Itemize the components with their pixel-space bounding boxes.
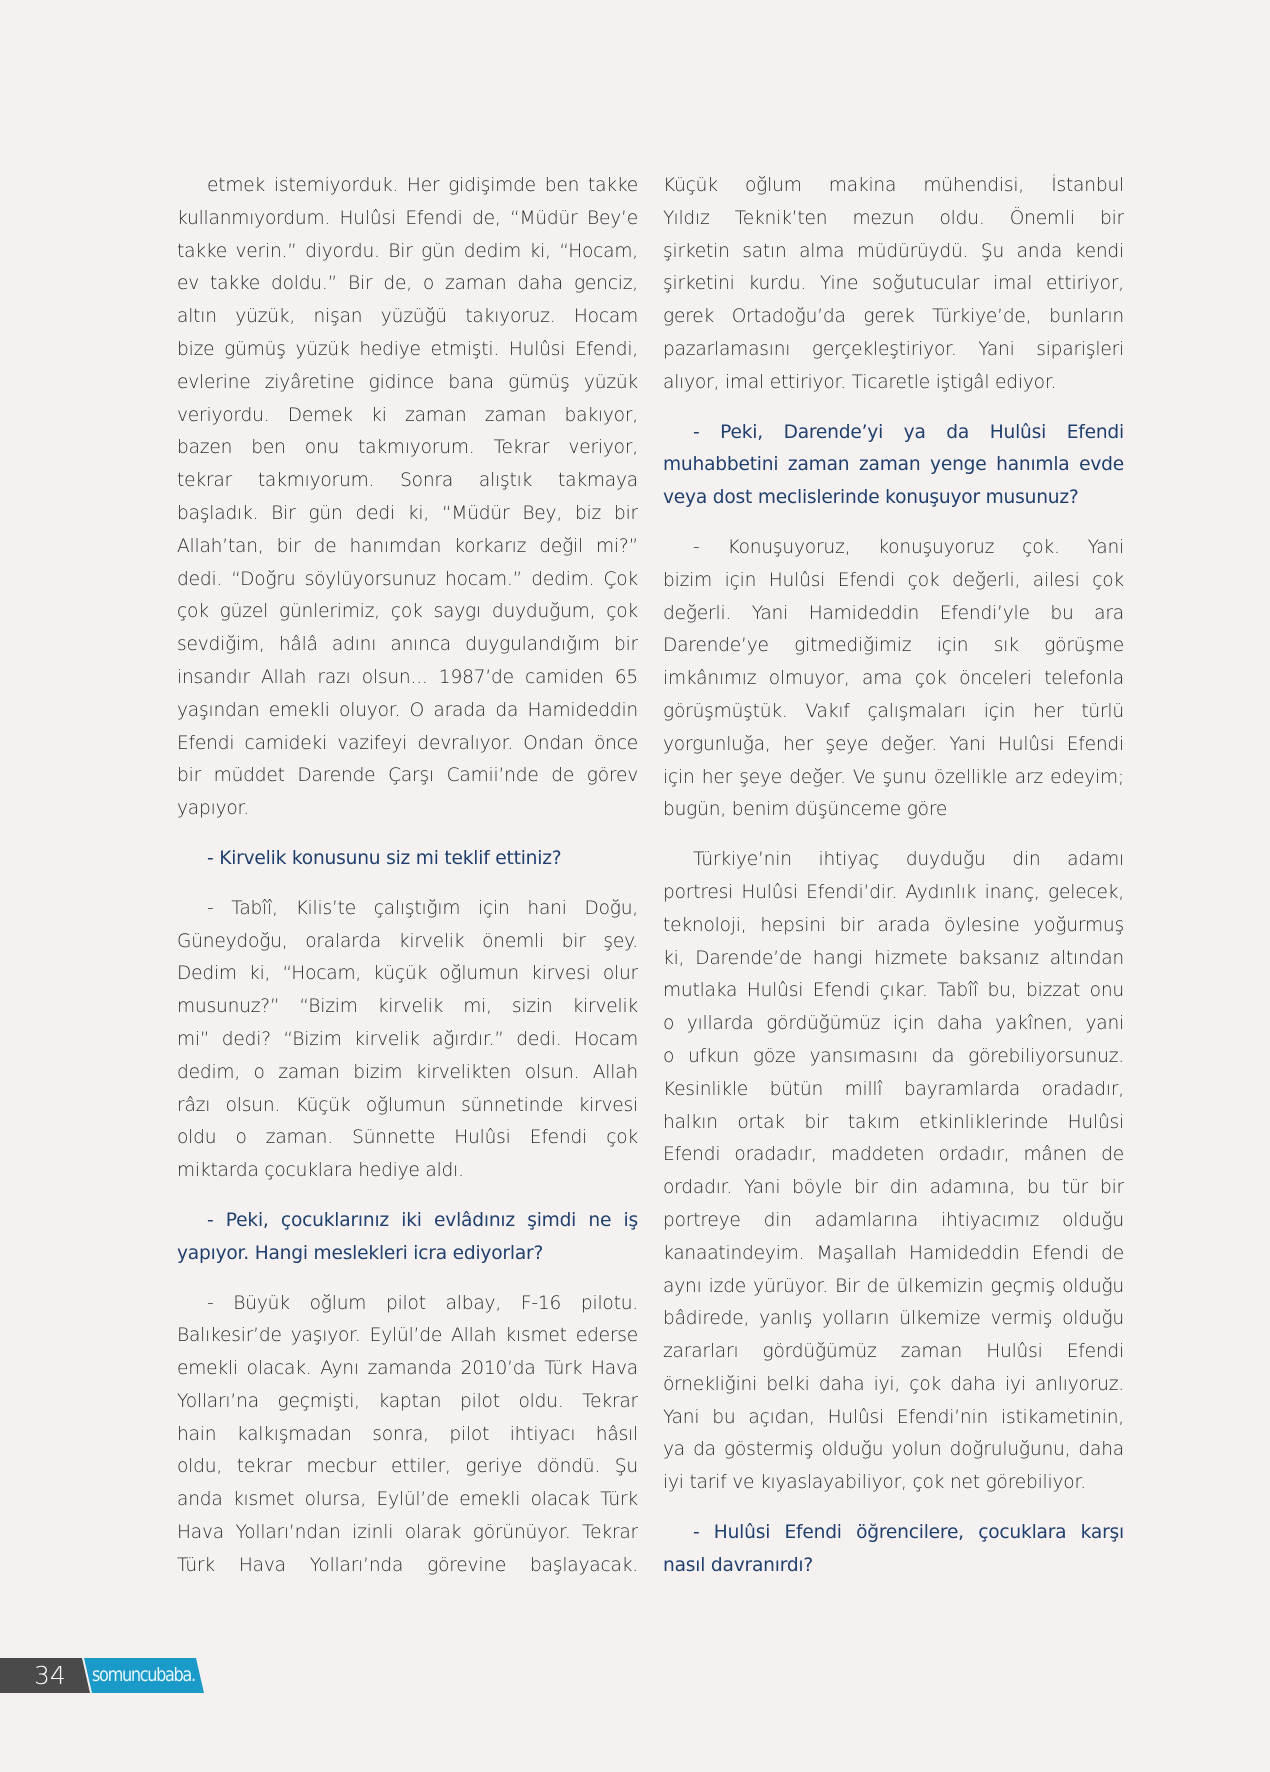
text-line: aynı izde yürüyor. Bir de ülkemizin geçmiş olduğu	[663, 1275, 1124, 1297]
text-line: - Peki, çocuklarınız iki evlâdınız şimdi ne iş	[207, 1209, 638, 1231]
interview-question	[177, 1205, 638, 1271]
text-line: pazarlamasını gerçekleştiriyor. Yani siparişleri	[663, 338, 1124, 360]
text-line: - Konuşuyoruz, konuşuyoruz çok. Yani	[693, 536, 1124, 558]
text-line: Türk Hava Yolları’nda görevine başlayacak.	[177, 1554, 638, 1576]
text-line: örnekliğini belki daha iyi, çok daha iyi anlıyoruz.	[663, 1373, 1124, 1395]
text-line: evlerine ziyâretine gidince bana gümüş yüzük	[177, 371, 638, 393]
interview-answer	[177, 1288, 638, 1583]
text-line: emekli olacak. Aynı zamanda 2010’da Türk Hava	[177, 1358, 638, 1380]
text-line: anda kısmet olursa, Eylül’de emekli olacak Türk	[177, 1489, 638, 1511]
interview-answer	[177, 893, 638, 1188]
text-line: Türkiye’nin ihtiyaç duyduğu din adamı	[693, 849, 1124, 871]
text-line: dedim, o zaman bizim kirvelikten olsun. Allah	[177, 1061, 638, 1083]
text-line: şirketini kurdu. Yine soğutucular imal ettiriyor,	[663, 273, 1124, 295]
text-line: kanaatindeyim. Maşallah Hamideddin Efendi de	[663, 1242, 1124, 1264]
text-line: mi” dedi? “Bizim kirvelik ağırdır.” dedi. Hocam	[177, 1028, 638, 1050]
text-line: veriyordu. Demek ki zaman zaman bakıyor,	[177, 404, 638, 426]
text-line: Hava Yolları’ndan izinli olarak görünüyor. Tekrar	[177, 1522, 638, 1544]
text-line: ordadır. Yani böyle bir din adamına, bu tür bir	[663, 1177, 1124, 1199]
text-line: Balıkesir’de yaşıyor. Eylül’de Allah kısmet ederse	[177, 1325, 638, 1347]
article-column-right	[663, 170, 1124, 1600]
text-line: halkın ortak bir takım etkinliklerinde Hulûsi	[663, 1111, 1124, 1133]
text-line: dedi. “Doğru söylüyorsunuz hocam.” dedim. Çok	[177, 568, 638, 590]
text-line: Kesinlikle bütün millî bayramlarda oradadır,	[663, 1078, 1124, 1100]
text-line: musunuz?” “Bizim kirvelik mi, sizin kirvelik	[177, 996, 638, 1018]
text-line: iyi tarif ve kıyaslayabiliyor, çok net görebiliyor.	[663, 1472, 1086, 1494]
text-line: bizim için Hulûsi Efendi çok değerli, ailesi çok	[663, 569, 1124, 591]
text-line: yapıyor.	[177, 798, 249, 820]
text-line: bir müddet Darende Çarşı Camii’nde de görev	[177, 765, 638, 787]
text-line: Darende’ye gitmediğimiz için sık görüşme	[663, 635, 1124, 657]
text-line: takke verin.” diyordu. Bir gün dedim ki, “Hocam,	[177, 240, 638, 262]
text-line: Allah’tan, bir de hanımdan korkarız değil mi?”	[177, 535, 638, 557]
text-line: alıyor, imal ettiriyor. Ticaretle iştigâl ediyor.	[663, 371, 1057, 393]
article-column-left	[177, 170, 638, 1600]
text-line: yaşından emekli oluyor. O arada da Hamideddin	[177, 699, 638, 721]
text-line: Efendi oradadır, maddeten ordadır, mânen de	[663, 1144, 1124, 1166]
text-line: değerli. Yani Hamideddin Efendi’yle bu ara	[663, 602, 1124, 624]
text-line: yapıyor. Hangi meslekleri icra ediyorlar?	[177, 1242, 544, 1264]
interview-answer	[177, 170, 638, 826]
text-line: ya da göstermiş olduğu yolun doğruluğunu, daha	[663, 1439, 1124, 1461]
text-line: Efendi camideki vazifeyi devralıyor. Ondan önce	[177, 732, 638, 754]
text-line: Güneydoğu, oralarda kirvelik önemli bir şey.	[177, 930, 638, 952]
brand-logo-text: somuncubaba.	[92, 1664, 195, 1686]
text-line: Yani bu açıdan, Hulûsi Efendi’nin istikametinin,	[663, 1406, 1124, 1428]
text-line: portreye din adamlarına ihtiyacımız olduğu	[663, 1209, 1124, 1231]
text-line: - Hulûsi Efendi öğrencilere, çocuklara karşı	[693, 1522, 1124, 1544]
text-line: ev takke doldu.” Bir de, o zaman daha genciz,	[177, 273, 638, 295]
text-line: şirketin satın alma müdürüydü. Şu anda kendi	[663, 240, 1124, 262]
text-line: muhabbetini zaman zaman yenge hanımla evde	[663, 454, 1124, 476]
interview-question	[663, 417, 1124, 515]
text-line: için her şeye değer. Ve şunu özellikle arz edeyim;	[663, 766, 1124, 788]
text-line: kullanmıyordum. Hulûsi Efendi de, “Müdür Bey’e	[177, 207, 638, 229]
text-line: bize gümüş yüzük hediye etmişti. Hulûsi Efendi,	[177, 338, 638, 360]
text-line: veya dost meclislerinde konuşuyor musunuz?	[663, 487, 1079, 509]
text-line: Küçük oğlum makina mühendisi, İstanbul	[663, 175, 1124, 196]
text-line: Yıldız Teknik’ten mezun oldu. Önemli bir	[663, 207, 1124, 229]
text-line: bâdirede, yanlış yolların ülkemize vermiş olduğu	[663, 1308, 1124, 1330]
text-line: o yıllarda gördüğümüz için daha yakînen, yani	[663, 1013, 1124, 1035]
interview-question	[177, 843, 638, 876]
text-line: yorgunluğa, her şeye değer. Yani Hulûsi Efendi	[663, 733, 1124, 755]
text-line: mutlaka Hulûsi Efendi çıkar. Tabîî bu, bizzat onu	[663, 980, 1124, 1002]
text-line: Dedim ki, “Hocam, küçük oğlumun kirvesi olur	[177, 963, 638, 985]
text-line: görüşmüştük. Vakıf çalışmaları için her türlü	[663, 700, 1124, 722]
text-line: Yolları’na geçmişti, kaptan pilot oldu. Tekrar	[177, 1390, 638, 1412]
text-line: - Peki, Darende’yi ya da Hulûsi Efendi	[693, 421, 1124, 443]
text-line: altın yüzük, nişan yüzüğü takıyoruz. Hocam	[177, 306, 638, 328]
text-line: başladık. Bir gün dedi ki, “Müdür Bey, biz bir	[177, 502, 638, 524]
text-line: ki, Darende’de hangi hizmete baksanız altından	[663, 947, 1124, 969]
text-line: bazen ben onu takmıyorum. Tekrar veriyor,	[177, 437, 638, 459]
text-line: oldu o zaman. Sünnette Hulûsi Efendi çok	[177, 1127, 638, 1149]
text-line: gerek Ortadoğu’da gerek Türkiye’de, bunların	[663, 306, 1124, 328]
interview-answer	[663, 170, 1124, 400]
interview-question	[663, 1517, 1124, 1583]
text-line: insandır Allah razı olsun... 1987’de camiden 65	[177, 666, 638, 688]
text-line: çok güzel günlerimiz, çok saygı duyduğum, çok	[177, 601, 638, 623]
text-line: zararları gördüğümüz zaman Hulûsi Efendi	[663, 1341, 1124, 1363]
text-line: - Kirvelik konusunu siz mi teklif ettiniz?	[207, 847, 562, 869]
text-line: hain kalkışmadan sonra, pilot ihtiyacı hâsıl	[177, 1423, 638, 1445]
text-line: bugün, benim düşünceme göre	[663, 799, 948, 821]
text-line: nasıl davranırdı?	[663, 1554, 814, 1576]
text-line: teknoloji, hepsini bir arada öylesine yoğurmuş	[663, 914, 1124, 936]
text-line: tekrar takmıyorum. Sonra alıştık takmaya	[177, 470, 638, 492]
text-line: portresi Hulûsi Efendi’dir. Aydınlık inanç, gelecek,	[663, 881, 1124, 903]
text-line: oldu, tekrar mecbur ettiler, geriye döndü. Şu	[177, 1456, 638, 1478]
text-line: miktarda çocuklara hediye aldı.	[177, 1160, 464, 1182]
text-line: imkânımız olmuyor, ama çok önceleri telefonla	[663, 668, 1124, 690]
page-footer-badge	[0, 1658, 210, 1693]
interview-answer	[663, 532, 1124, 827]
interview-answer	[663, 844, 1124, 1500]
text-line: - Tabîî, Kilis’te çalıştığım için hani Doğu,	[207, 897, 638, 919]
text-line: - Büyük oğlum pilot albay, F-16 pilotu.	[207, 1292, 638, 1314]
page-number: 34	[34, 1661, 66, 1690]
text-line: o ufkun göze yansımasını da görebiliyorsunuz.	[663, 1045, 1124, 1067]
text-line: sevdiğim, hâlâ adını anınca duygulandığım bir	[177, 634, 638, 656]
text-line: râzı olsun. Küçük oğlumun sünnetinde kirvesi	[177, 1094, 638, 1116]
text-line: etmek istemiyorduk. Her gidişimde ben takke	[207, 175, 638, 196]
